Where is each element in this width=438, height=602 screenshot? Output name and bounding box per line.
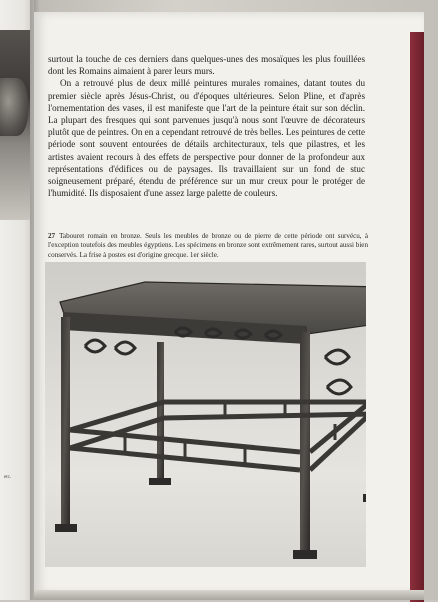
- bronze-stool-photo: [45, 262, 366, 567]
- body-text: [48, 53, 365, 199]
- figure-number: 27: [48, 232, 56, 240]
- left-page-photo: [0, 30, 30, 220]
- bronze-stool-illustration: [45, 262, 366, 567]
- paragraph-1: surtout la touche de ces derniers dans quelques-unes des mosaïques les plus fouillées dont les Romains aimaient à parer leurs murs.: [48, 54, 365, 77]
- paragraph-2: On a retrouvé plus de deux millé peintures murales romaines, datant toutes du premier siècle après Jésus-Christ, ou d'époques ultérieures. Selon Pline, et d'après l'ornementation des vases, il est manifeste que l'art de la peinture était sur son déclin. La plupart des fresques qui sont parvenues jusqu'à nous sont l'œuvre de décorateurs plutôt que de peintres. On en a cependant retrouvé de très belles. Les peintures de cette période sont souvent entourées de détails architecturaux, tels que pilastres, et les artistes avaient recours à des effets de perspective pour donner de la profondeur aux représentations d'édifices ou de paysages. Ils travaillaient sur un fond de stuc soigneusement préparé, étendu de préférence sur un mur creux pour le protéger de l'humidité. Ils disposaient d'une assez large palette de couleurs.: [48, 78, 365, 199]
- left-page: [0, 0, 34, 600]
- left-photo-object: [0, 78, 28, 136]
- page-bottom-edge: [34, 590, 424, 600]
- figure-caption: [48, 232, 368, 260]
- book-cover-edge: [410, 32, 424, 602]
- figure-caption-text: Tabouret romain en bronze. Seuls les meubles de bronze ou de pierre de cette période ont survécu, à l'exception toutefois des meubles égyptiens. Les spécimens en bronze sont extrêmement rares, surtout aussi bien conservés. La frise à postes est d'origine grecque. 1er siècle.: [48, 232, 368, 259]
- left-page-caption: etc.: [4, 475, 12, 480]
